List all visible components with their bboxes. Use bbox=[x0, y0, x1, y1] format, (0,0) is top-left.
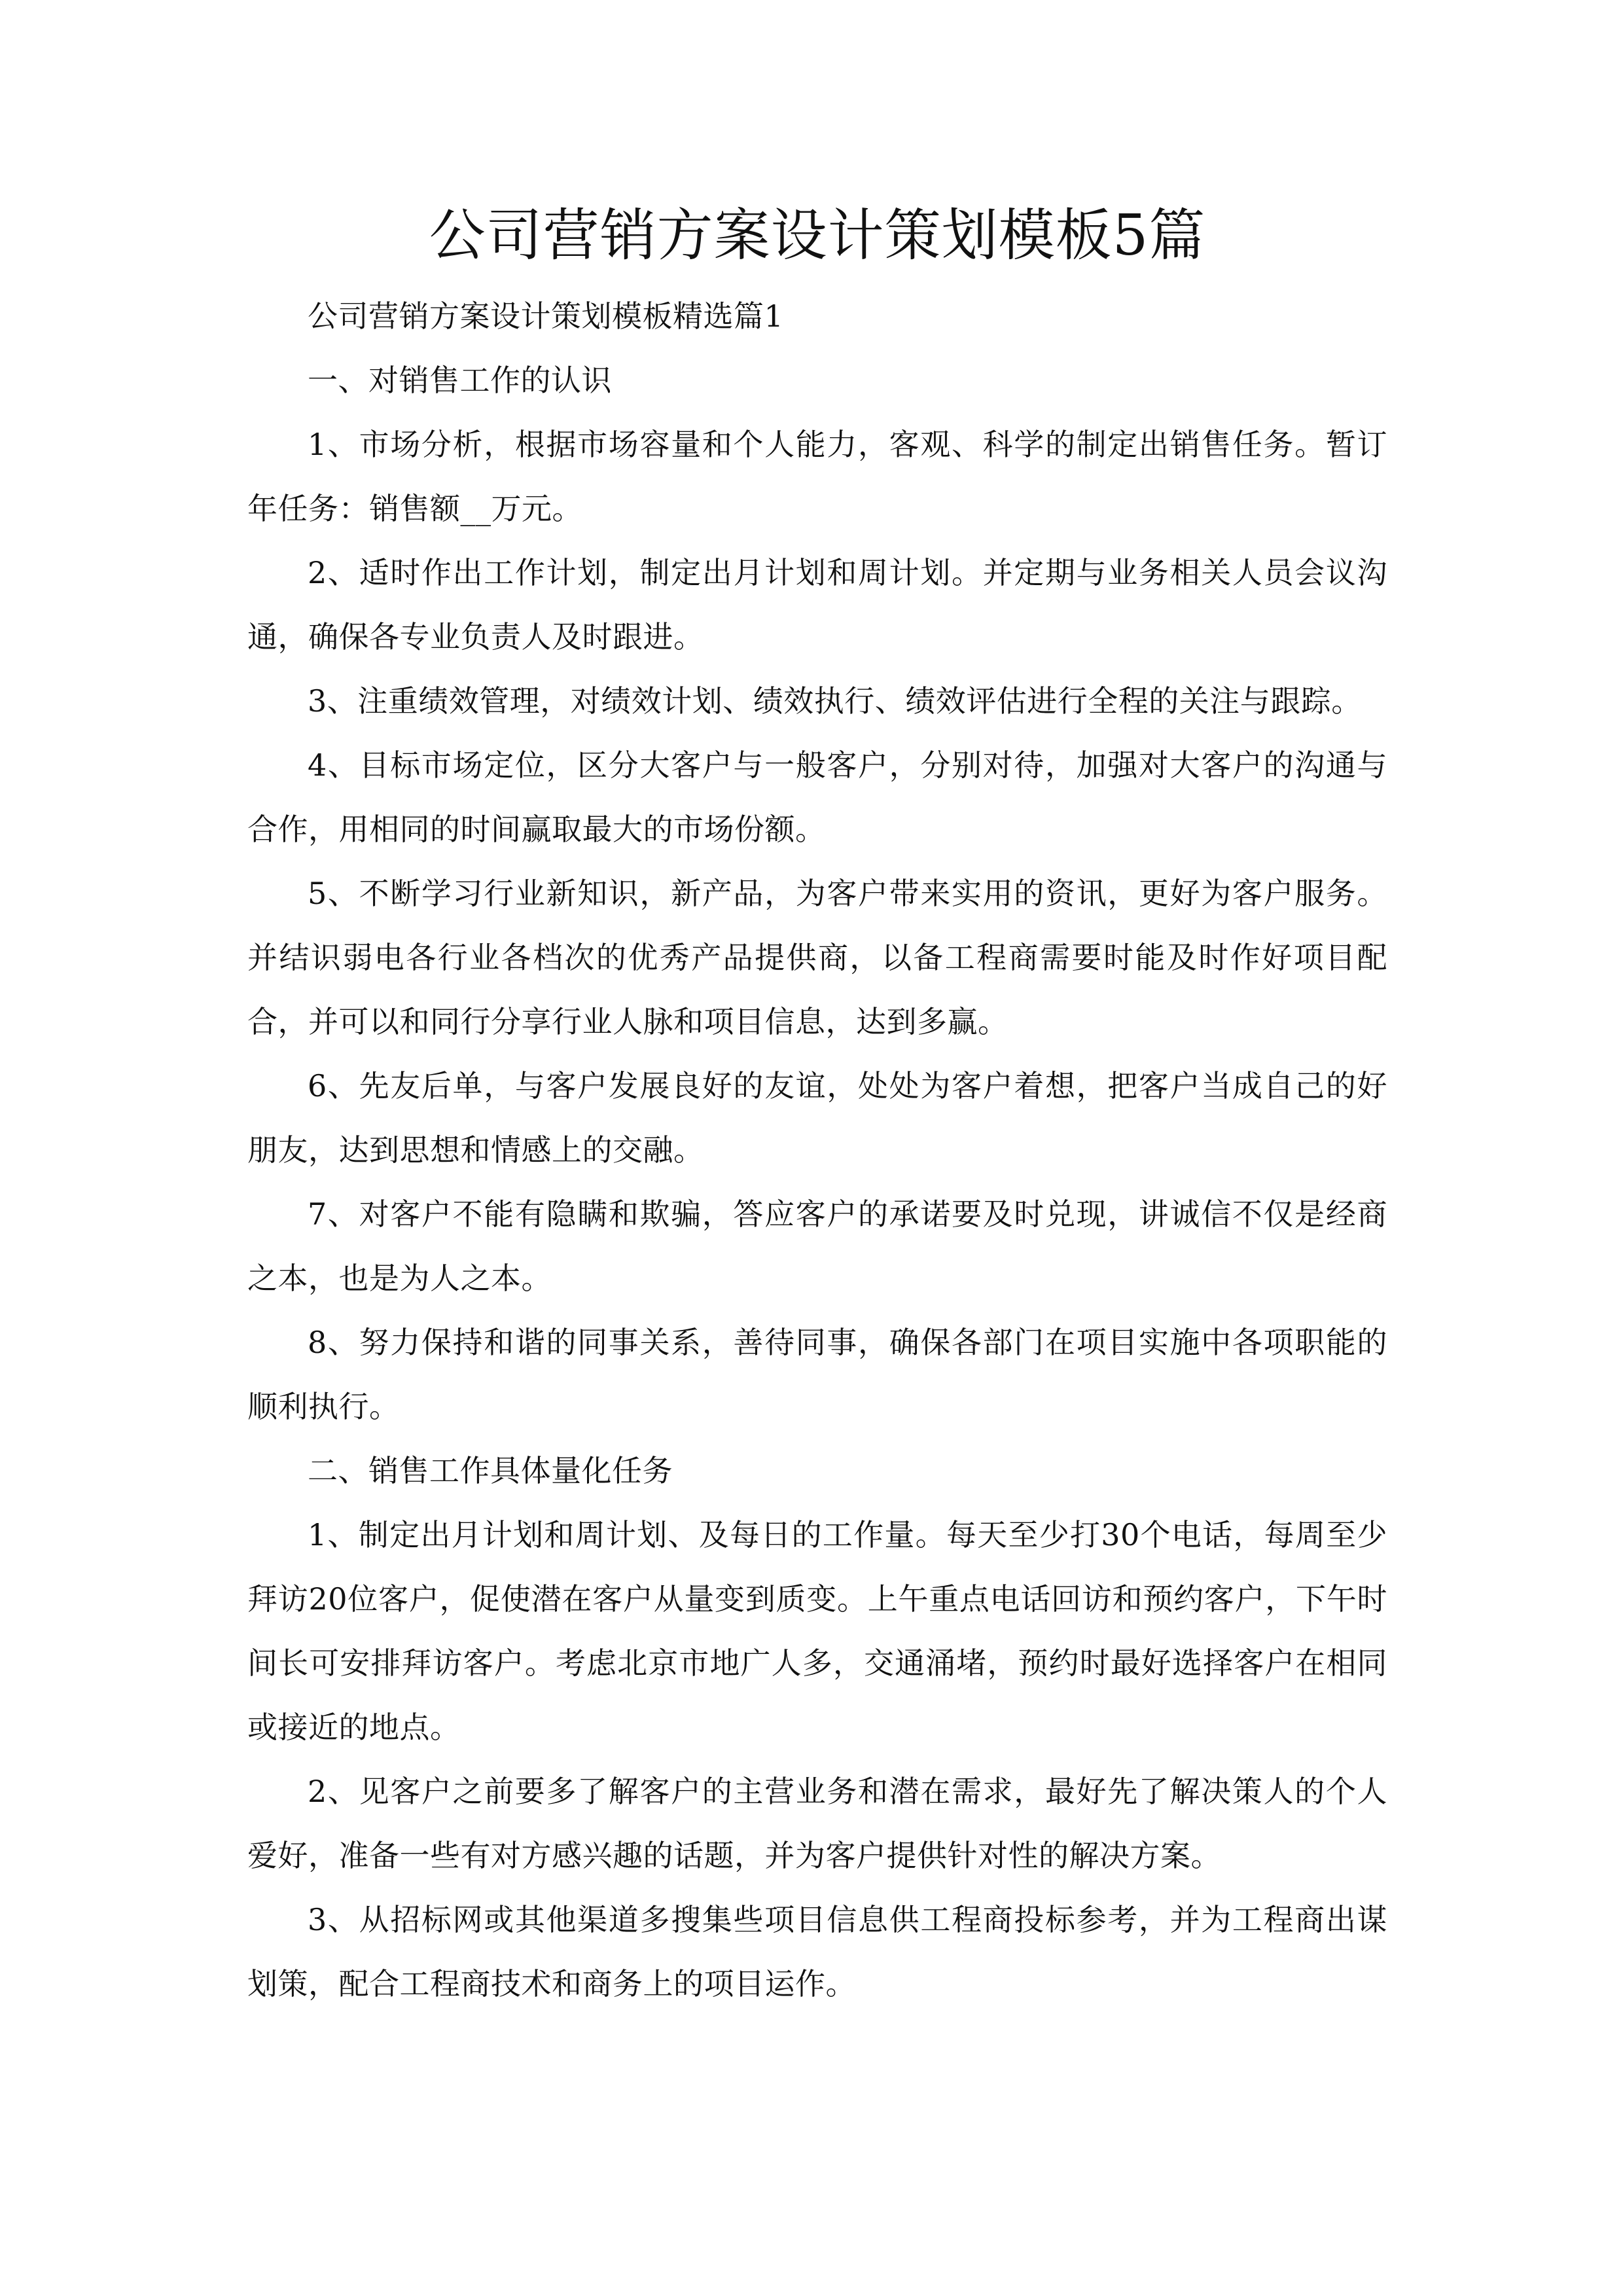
section-1-item-3: 3、注重绩效管理，对绩效计划、绩效执行、绩效评估进行全程的关注与跟踪。 bbox=[308, 683, 1362, 719]
section-2-item-1: 1、制定出月计划和周计划、及每日的工作量。每天至少打30个电话，每周至少拜访20位客户，促使潜在客户从量变到质变。上午重点电话回访和预约客户，下午时间长可安排拜访客户。考虑北京市地广人多，交通涌堵，预约时最好选择客户在相同或接近的地点。 bbox=[247, 1517, 1387, 1745]
section-1-item-6: 6、先友后单，与客户发展良好的友谊，处处为客户着想，把客户当成自己的好朋友，达到思想和情感上的交融。 bbox=[247, 1068, 1387, 1168]
section-1-item-5: 5、不断学习行业新知识，新产品，为客户带来实用的资讯，更好为客户服务。并结识弱电各行业各档次的优秀产品提供商，以备工程商需要时能及时作好项目配合，并可以和同行分享行业人脉和项目信息，达到多赢。 bbox=[247, 876, 1387, 1039]
section-2-item-3: 3、从招标网或其他渠道多搜集些项目信息供工程商投标参考，并为工程商出谋划策，配合工程商技术和商务上的项目运作。 bbox=[247, 1902, 1387, 2001]
document-subtitle: 公司营销方案设计策划模板精选篇1 bbox=[308, 298, 784, 334]
section-2-heading: 二、销售工作具体量化任务 bbox=[308, 1453, 673, 1488]
section-1-item-8: 8、努力保持和谐的同事关系，善待同事，确保各部门在项目实施中各项职能的顺利执行。 bbox=[247, 1325, 1387, 1424]
section-1-item-7: 7、对客户不能有隐瞒和欺骗，答应客户的承诺要及时兑现，讲诚信不仅是经商之本，也是为人之本。 bbox=[247, 1196, 1387, 1296]
document-title: 公司营销方案设计策划模板5篇 bbox=[429, 203, 1206, 268]
section-1-item-1: 1、市场分析，根据市场容量和个人能力，客观、科学的制定出销售任务。暂订年任务：销售额__万元。 bbox=[247, 427, 1387, 526]
section-1-item-2: 2、适时作出工作计划，制定出月计划和周计划。并定期与业务相关人员会议沟通，确保各专业负责人及时跟进。 bbox=[247, 555, 1387, 655]
section-1-item-4: 4、目标市场定位，区分大客户与一般客户，分别对待，加强对大客户的沟通与合作，用相同的时间赢取最大的市场份额。 bbox=[247, 747, 1387, 847]
document-page bbox=[247, 196, 1387, 2016]
section-2-item-2: 2、见客户之前要多了解客户的主营业务和潜在需求，最好先了解决策人的个人爱好，准备一些有对方感兴趣的话题，并为客户提供针对性的解决方案。 bbox=[247, 1774, 1387, 1873]
section-1-heading: 一、对销售工作的认识 bbox=[308, 363, 612, 398]
